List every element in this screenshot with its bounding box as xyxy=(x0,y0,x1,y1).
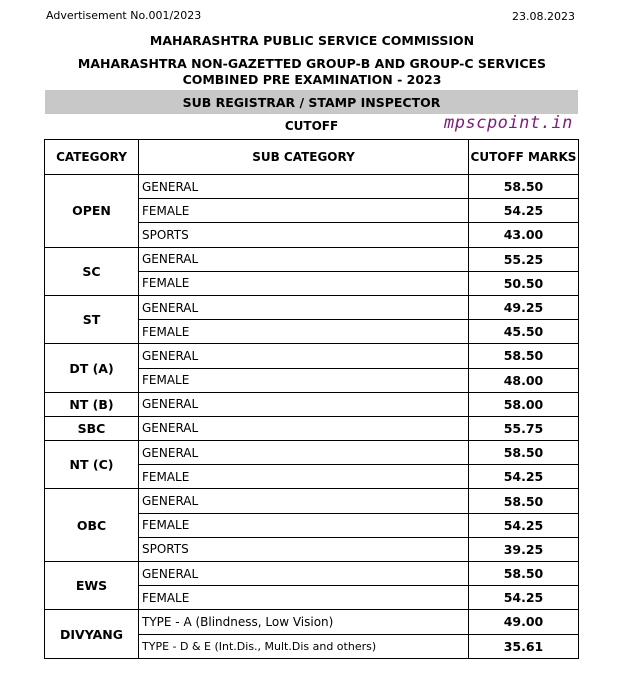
organization-title: MAHARASHTRA PUBLIC SERVICE COMMISSION xyxy=(149,33,475,48)
header-cutoff-marks: CUTOFF MARKS xyxy=(469,140,579,175)
table-row xyxy=(45,562,579,586)
table-row xyxy=(45,416,579,440)
exam-title-line1: MAHARASHTRA NON-GAZETTED GROUP-B AND GROUP-C SERVICES xyxy=(77,56,547,71)
section-title: CUTOFF xyxy=(284,119,339,133)
table-row xyxy=(45,295,579,319)
cutoff-marks-cell: 58.50 xyxy=(469,562,579,586)
category-cell: DT (A) xyxy=(45,344,139,392)
publish-date: 23.08.2023 xyxy=(512,10,575,23)
cutoff-marks-cell: 50.50 xyxy=(469,271,579,295)
table-row xyxy=(45,392,579,416)
table-row xyxy=(45,441,579,465)
sub-category-cell: GENERAL xyxy=(139,441,469,465)
cutoff-marks-cell: 54.25 xyxy=(469,465,579,489)
table-row xyxy=(45,489,579,513)
sub-category-cell: GENERAL xyxy=(139,247,469,271)
exam-title-line2: COMBINED PRE EXAMINATION - 2023 xyxy=(182,72,442,87)
sub-category-cell: GENERAL xyxy=(139,562,469,586)
table-row xyxy=(45,610,579,634)
sub-category-cell: GENERAL xyxy=(139,295,469,319)
cutoff-marks-cell: 58.50 xyxy=(469,175,579,199)
category-cell: DIVYANG xyxy=(45,610,139,658)
sub-category-cell: FEMALE xyxy=(139,465,469,489)
sub-category-cell: TYPE - A (Blindness, Low Vision) xyxy=(139,610,469,634)
header-category: CATEGORY xyxy=(45,140,139,175)
advertisement-number: Advertisement No.001/2023 xyxy=(46,9,202,22)
cutoff-marks-cell: 54.25 xyxy=(469,199,579,223)
header-sub-category: SUB CATEGORY xyxy=(139,140,469,175)
cutoff-marks-cell: 49.25 xyxy=(469,295,579,319)
cutoff-marks-cell: 58.50 xyxy=(469,489,579,513)
sub-category-cell: GENERAL xyxy=(139,489,469,513)
category-cell: ST xyxy=(45,295,139,343)
cutoff-marks-cell: 54.25 xyxy=(469,586,579,610)
category-cell: SBC xyxy=(45,416,139,440)
category-cell: EWS xyxy=(45,562,139,610)
cutoff-marks-cell: 55.25 xyxy=(469,247,579,271)
sub-category-cell: SPORTS xyxy=(139,223,469,247)
category-cell: NT (C) xyxy=(45,441,139,489)
cutoff-marks-cell: 39.25 xyxy=(469,537,579,561)
table-row xyxy=(45,344,579,368)
cutoff-marks-cell: 55.75 xyxy=(469,416,579,440)
sub-category-cell: FEMALE xyxy=(139,513,469,537)
cutoff-marks-cell: 35.61 xyxy=(469,634,579,658)
post-title: SUB REGISTRAR / STAMP INSPECTOR xyxy=(182,94,441,110)
cutoff-marks-cell: 58.00 xyxy=(469,392,579,416)
sub-category-cell: FEMALE xyxy=(139,271,469,295)
category-cell: SC xyxy=(45,247,139,295)
sub-category-cell: FEMALE xyxy=(139,368,469,392)
table-row xyxy=(45,247,579,271)
watermark-text: mpscpoint.in xyxy=(444,113,573,133)
category-cell: OPEN xyxy=(45,175,139,248)
table-body xyxy=(45,175,579,659)
cutoff-marks-cell: 45.50 xyxy=(469,320,579,344)
sub-category-cell: GENERAL xyxy=(139,392,469,416)
table-row xyxy=(45,175,579,199)
cutoff-marks-cell: 54.25 xyxy=(469,513,579,537)
sub-category-cell: FEMALE xyxy=(139,199,469,223)
sub-category-cell: GENERAL xyxy=(139,175,469,199)
post-banner xyxy=(45,90,578,114)
cutoff-marks-cell: 43.00 xyxy=(469,223,579,247)
sub-category-cell: GENERAL xyxy=(139,344,469,368)
table-header-row xyxy=(45,140,579,175)
cutoff-marks-cell: 58.50 xyxy=(469,344,579,368)
sub-category-cell: FEMALE xyxy=(139,586,469,610)
sub-category-cell: SPORTS xyxy=(139,537,469,561)
cutoff-marks-cell: 48.00 xyxy=(469,368,579,392)
sub-category-cell: TYPE - D & E (Int.Dis., Mult.Dis and others) xyxy=(139,634,469,658)
cutoff-marks-cell: 49.00 xyxy=(469,610,579,634)
cutoff-table xyxy=(44,139,579,659)
category-cell: NT (B) xyxy=(45,392,139,416)
sub-category-cell: FEMALE xyxy=(139,320,469,344)
cutoff-marks-cell: 58.50 xyxy=(469,441,579,465)
category-cell: OBC xyxy=(45,489,139,562)
sub-category-cell: GENERAL xyxy=(139,416,469,440)
